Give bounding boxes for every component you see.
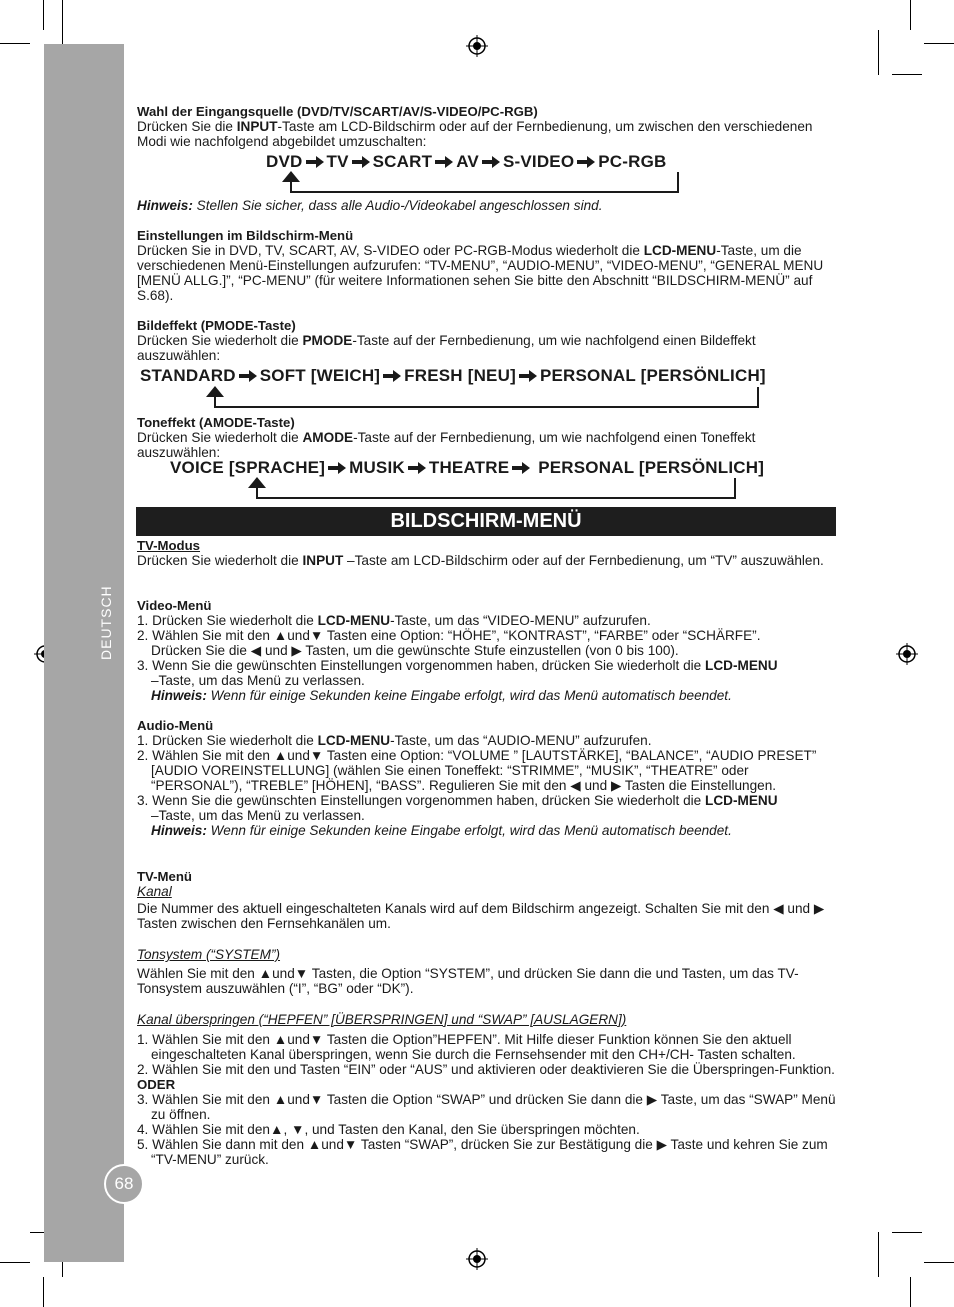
- audio-step: 2. Wählen Sie mit den ▲und▼ Tasten eine Option: “VOLUME ” [LAUTSTÄRKE], “BALANCE”, “AUDIO PRESET” [AUDIO VOREINSTELLUNG] (wählen Sie einen Toneffekt: “STRIMME”, “MUSIK”, “THEATRE” oder “PERSONAL”), “TREBLE” [HÖHEN], “BASS”. Regulieren Sie mit den ◀ und ▶ Tasten die Einstellungen.: [137, 748, 817, 793]
- section-banner: BILDSCHIRM-MENÜ: [136, 507, 836, 536]
- flow-item: TV: [326, 152, 349, 171]
- screen-settings-section: [137, 228, 837, 303]
- loop-back-arrow-icon: [202, 385, 762, 411]
- crop-mark: [924, 43, 954, 44]
- arrow-right-icon: [512, 462, 530, 474]
- crop-mark: [892, 1232, 922, 1233]
- flow-item: SCART: [372, 152, 433, 171]
- kanal-text: Die Nummer des aktuell eingeschalteten Kanals wird auf dem Bildschirm angezeigt. Schalten Sie mit den ◀ und ▶ Tasten zwischen den Fernsehkanälen um.: [137, 901, 825, 931]
- picture-effect-section: [137, 318, 837, 363]
- audio-menu-heading: Audio-Menü: [137, 718, 214, 733]
- video-step: 3. Wenn Sie die gewünschten Einstellungen vorgenommen haben, drücken Sie wiederholt die LCD-MENU: [137, 658, 778, 673]
- skip-step: 5. Wählen Sie dann mit den ▲und▼ Tasten “SWAP”, drücken Sie zur Bestätigung die ▶ Taste und kehren Sie zum “TV-MENU” zurück.: [137, 1137, 828, 1167]
- video-step: 2. Wählen Sie mit den ▲und▼ Tasten eine Option: “HÖHE”, “KONTRAST”, “FARBE” oder “SCHÄRFE”.: [137, 628, 761, 643]
- input-source-heading: Wahl der Eingangsquelle (DVD/TV/SCART/AV/S-VIDEO/PC-RGB): [137, 104, 538, 119]
- sound-effect-heading: Toneffekt (AMODE-Taste): [137, 415, 295, 430]
- crop-mark: [43, 0, 44, 30]
- arrow-right-icon: [352, 156, 370, 168]
- screen-settings-heading: Einstellungen im Bildschirm-Menü: [137, 228, 354, 243]
- crop-mark: [924, 1262, 954, 1263]
- picture-effect-heading: Bildeffekt (PMODE-Taste): [137, 318, 296, 333]
- flow-item: STANDARD: [140, 366, 236, 385]
- kanal-title: Kanal: [137, 884, 172, 899]
- flow-item: DVD: [266, 152, 303, 171]
- video-menu-heading: Video-Menü: [137, 598, 212, 613]
- arrow-right-icon: [482, 156, 500, 168]
- sound-effect-flow: [170, 458, 764, 478]
- video-step: 1. Drücken Sie wiederholt die LCD-MENU-Taste, um das “VIDEO-MENU” aufzurufen.: [137, 613, 651, 628]
- flow-item: AV: [456, 152, 479, 171]
- sound-effect-text: Drücken Sie wiederholt die AMODE-Taste auf der Fernbedienung, um wie nachfolgend einen Toneffekt auszuwählen:: [137, 430, 756, 460]
- audio-step-continuation: –Taste, um das Menü zu verlassen.: [151, 808, 365, 823]
- flow-item: FRESH [NEU]: [404, 366, 516, 385]
- arrow-right-icon: [408, 462, 426, 474]
- flow-item: PERSONAL [PERSÖNLICH]: [539, 366, 766, 385]
- flow-item: THEATRE: [428, 458, 510, 477]
- skip-step: 4. Wählen Sie mit den▲, ▼, und Tasten den Kanal, den Sie überspringen möchten.: [137, 1122, 640, 1137]
- video-menu-section: [137, 598, 837, 703]
- video-step-continuation: Drücken Sie die ◀ und ▶ Tasten, um die gewünschte Stufe einzustellen (von 0 bis 100).: [151, 643, 679, 658]
- crop-mark: [878, 30, 879, 75]
- arrow-right-icon: [328, 462, 346, 474]
- video-menu-note: Hinweis: Wenn für einige Sekunden keine Eingabe erfolgt, wird das Menü automatisch beendet.: [151, 688, 732, 703]
- loop-back-arrow-icon: [278, 170, 682, 196]
- tv-menu-section: [137, 869, 837, 1167]
- or-label: ODER: [137, 1077, 176, 1092]
- crop-mark: [910, 1277, 911, 1307]
- skip-step: 2. Wählen Sie mit den und Tasten “EIN” oder “AUS” und aktivieren oder deaktivieren Sie die Überspringen-Funktion.: [137, 1062, 835, 1077]
- audio-menu-section: [137, 718, 837, 838]
- registration-mark-icon: [466, 35, 488, 57]
- arrow-right-icon: [306, 156, 324, 168]
- flow-item: PC-RGB: [598, 152, 667, 171]
- arrow-right-icon: [239, 370, 257, 382]
- skip-title: Kanal überspringen (“HEPFEN” [ÜBERSPRINGEN] und “SWAP” [AUSLAGERN]): [137, 1012, 627, 1027]
- audio-menu-note: Hinweis: Wenn für einige Sekunden keine Eingabe erfolgt, wird das Menü automatisch beendet.: [151, 823, 732, 838]
- audio-step: 1. Drücken Sie wiederholt die LCD-MENU-Taste, um das “AUDIO-MENU” aufzurufen.: [137, 733, 652, 748]
- arrow-right-icon: [383, 370, 401, 382]
- screen-settings-text: Drücken Sie in DVD, TV, SCART, AV, S-VIDEO oder PC-RGB-Modus wiederholt die LCD-MENU-Taste, um die verschiedenen Menü-Einstellungen aufzurufen: “TV-MENU”, “AUDIO-MENU”, “VIDEO-MENU”, “GENERAL MENU [MENÜ ALLG.]”, “PC-MENU” (für weitere Informationen sehen Sie bitte den Abschnitt “BILDSCHIRM-MENÜ” auf S.68).: [137, 243, 824, 303]
- arrow-right-icon: [519, 370, 537, 382]
- picture-effect-flow: [140, 366, 766, 386]
- crop-mark: [0, 43, 30, 44]
- video-step-continuation: –Taste, um das Menü zu verlassen.: [151, 673, 365, 688]
- language-label: DEUTSCH: [98, 585, 114, 660]
- flow-item: PERSONAL [PERSÖNLICH]: [538, 458, 765, 477]
- input-source-note: Hinweis: Stellen Sie sicher, dass alle Audio-/Videokabel angeschlossen sind.: [137, 198, 603, 213]
- crop-mark: [43, 1277, 44, 1307]
- crop-mark: [910, 0, 911, 30]
- flow-item: MUSIK: [349, 458, 405, 477]
- picture-effect-text: Drücken Sie wiederholt die PMODE-Taste auf der Fernbedienung, um wie nachfolgend einen Bildeffekt auszuwählen:: [137, 333, 756, 363]
- page-number: 68: [104, 1164, 144, 1204]
- crop-mark: [892, 74, 922, 75]
- input-source-section: [137, 104, 837, 149]
- registration-mark-icon: [466, 1248, 488, 1270]
- skip-step: 3. Wählen Sie mit den ▲und▼ Tasten die Option “SWAP” und drücken Sie dann die ▶ Taste, um das “SWAP” Menü zu öffnen.: [137, 1092, 836, 1122]
- flow-item: S-VIDEO: [502, 152, 575, 171]
- skip-step: 1. Wählen Sie mit den ▲und▼ Tasten die Option”HEPFEN”. Mit Hilfe dieser Funktion können Sie den aktuell eingeschalteten Kanal überspringen, wenn Sie durch die Fernsehsender mit den CH+/CH- Tasten schalten.: [137, 1032, 796, 1062]
- registration-mark-icon: [896, 643, 918, 665]
- loop-back-arrow-icon: [244, 476, 740, 502]
- arrow-right-icon: [577, 156, 595, 168]
- system-title: Tonsystem (“SYSTEM”): [137, 947, 281, 962]
- tv-mode-text: Drücken Sie wiederholt die INPUT –Taste am LCD-Bildschirm oder auf der Fernbedienung, um “TV” auszuwählen.: [137, 553, 824, 568]
- sound-effect-section: [137, 415, 837, 460]
- flow-item: VOICE [SPRACHE]: [170, 458, 326, 477]
- tv-menu-heading: TV-Menü: [137, 869, 192, 884]
- crop-mark: [878, 1232, 879, 1277]
- audio-step: 3. Wenn Sie die gewünschten Einstellungen vorgenommen haben, drücken Sie wiederholt die LCD-MENU: [137, 793, 778, 808]
- arrow-right-icon: [435, 156, 453, 168]
- tv-mode-heading: TV-Modus: [137, 538, 201, 553]
- system-text: Wählen Sie mit den ▲und▼ Tasten, die Option “SYSTEM”, und drücken Sie dann die und Tasten, um das TV-Tonsystem auszuwählen (“I”, “BG” oder “DK”).: [137, 966, 799, 996]
- input-flow: [266, 152, 667, 172]
- tv-mode-section: [137, 538, 837, 568]
- crop-mark: [0, 1262, 30, 1263]
- input-source-text: Drücken Sie die INPUT-Taste am LCD-Bildschirm oder auf der Fernbedienung, um zwischen den verschiedenen Modi wie nachfolgend abgebildet umzuschalten:: [137, 119, 813, 149]
- flow-item: SOFT [WEICH]: [259, 366, 381, 385]
